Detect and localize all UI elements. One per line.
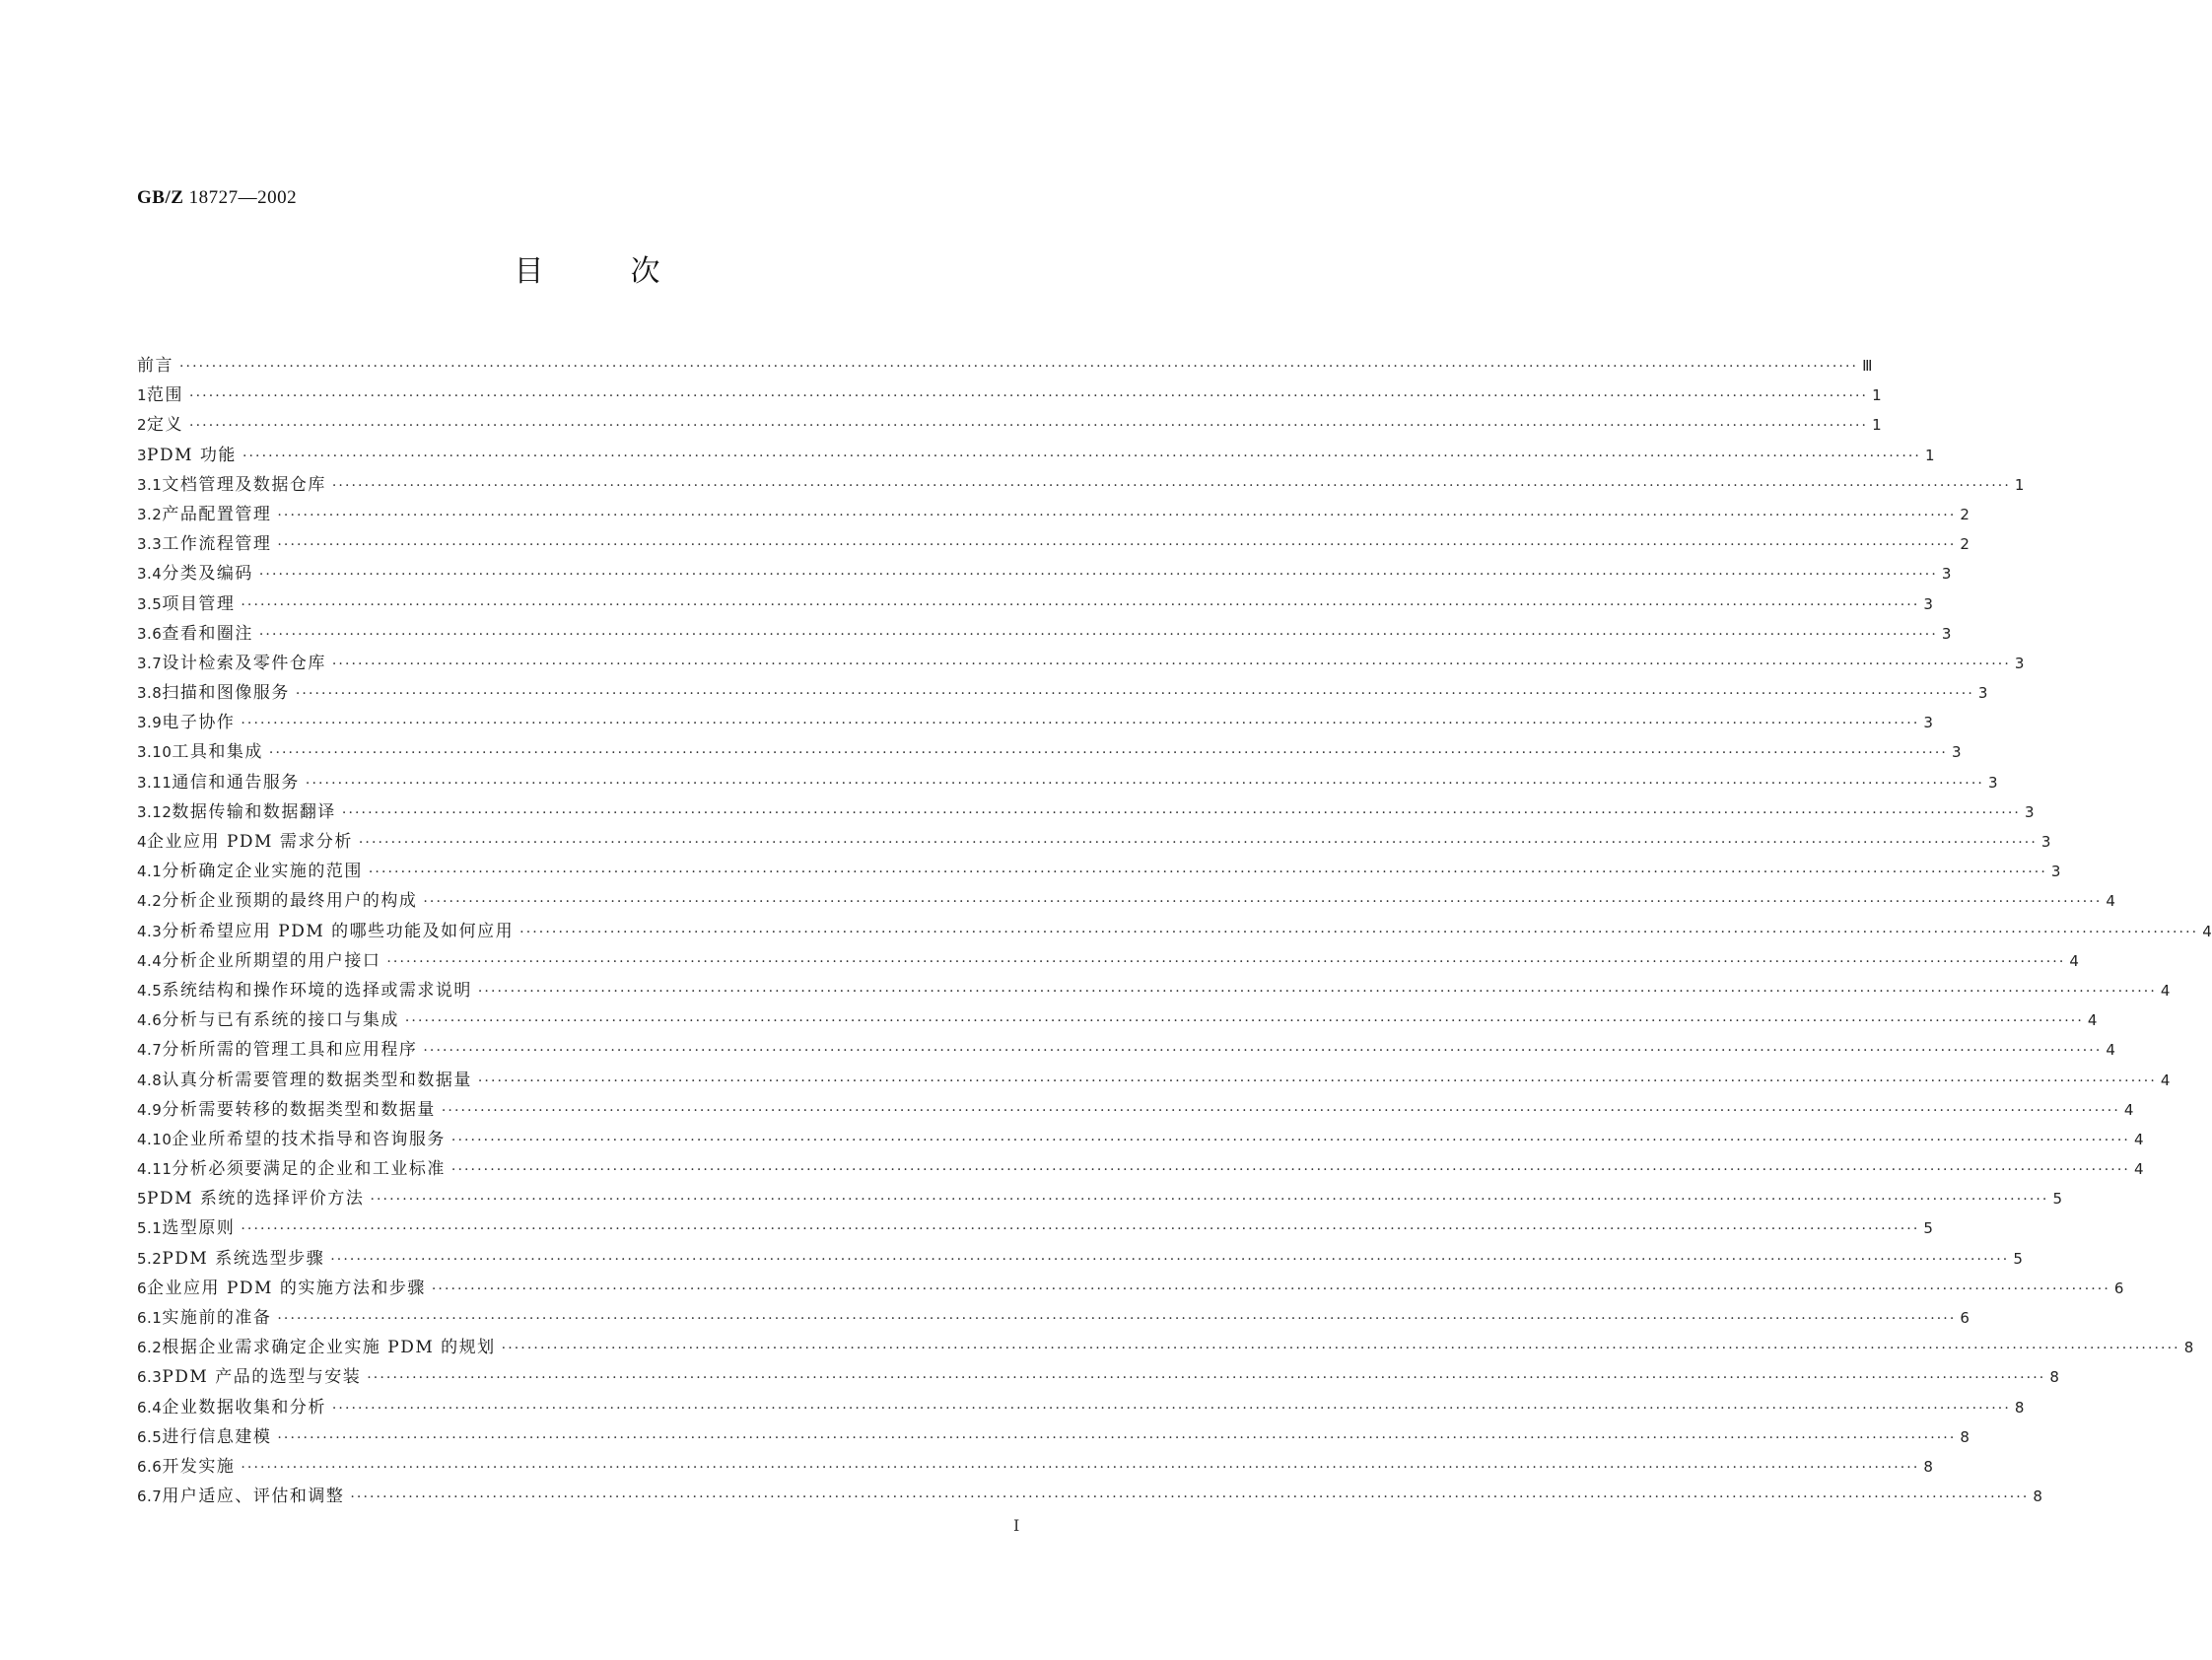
toc-dot-leader: ···································································································································································································································································· <box>242 448 1921 464</box>
toc-entry-number: 4.5 <box>137 981 163 1000</box>
toc-entry-label: 企业应用 PDM 的实施方法和步骤 <box>147 1278 426 1298</box>
toc-entry-number: 4.2 <box>137 892 163 911</box>
toc-dot-leader: ···································································································································································································································································· <box>477 983 2157 1000</box>
toc-dot-leader: ···································································································································································································································································· <box>358 835 2038 851</box>
toc-dot-leader: ···································································································································································································································································· <box>179 359 1859 375</box>
toc-entry-label: 项目管理 <box>162 593 236 614</box>
toc-entry[interactable] <box>137 737 1962 767</box>
toc-entry-label: 进行信息建模 <box>162 1426 272 1447</box>
toc-entry-page: 3 <box>1977 684 1988 703</box>
toc-dot-leader: ···································································································································································································································································· <box>258 626 1938 643</box>
toc-entry-page: 3 <box>2050 863 2061 881</box>
toc-entry-page: 3 <box>1923 714 1933 732</box>
toc-dot-leader: ···································································································································································································································································· <box>305 775 1984 792</box>
toc-dot-leader: ···································································································································································································································································· <box>330 1251 2010 1268</box>
toc-entry-number: 4.10 <box>137 1130 173 1148</box>
toc-entry-number: 3.2 <box>137 505 163 523</box>
toc-entry[interactable] <box>137 1154 2144 1184</box>
toc-entry-label: 分析企业预期的最终用户的构成 <box>162 891 418 912</box>
toc-entry-page: 4 <box>2069 951 2079 970</box>
toc-entry-page: 8 <box>2033 1487 2042 1506</box>
toc-entry[interactable] <box>137 1333 2194 1362</box>
toc-dot-leader: ···································································································································································································································································· <box>241 1459 1920 1476</box>
toc-dot-leader: ···································································································································································································································································· <box>189 388 1869 405</box>
toc-entry-page: 3 <box>1941 624 1952 643</box>
toc-entry[interactable] <box>137 827 2051 857</box>
document-code <box>137 187 297 209</box>
document-code-number: 18727—2002 <box>188 187 298 208</box>
toc-entry-number: 3.10 <box>137 743 173 762</box>
document-code-prefix: GB/Z <box>137 187 184 208</box>
toc-entry-label: 分析希望应用 PDM 的哪些功能及如何应用 <box>162 921 515 941</box>
toc-entry-number: 6.7 <box>137 1487 163 1506</box>
toc-entry[interactable] <box>137 1303 1970 1333</box>
table-of-contents <box>137 351 2212 1511</box>
toc-dot-leader: ···································································································································································································································································· <box>241 1221 1920 1238</box>
page-title: 目次 <box>514 254 747 289</box>
toc-dot-leader: ···································································································································································································································································· <box>277 537 1957 554</box>
toc-entry-page: 3 <box>2014 654 2025 672</box>
toc-entry-label: 分析企业所期望的用户接口 <box>162 950 381 971</box>
toc-entry-label: 选型原则 <box>162 1218 236 1239</box>
toc-entry-number: 6.3 <box>137 1368 163 1387</box>
toc-entry-page: 4 <box>2133 1130 2144 1148</box>
toc-entry-number: 3.1 <box>137 475 163 494</box>
toc-entry-label: 用户适应、评估和调整 <box>162 1487 345 1507</box>
toc-entry[interactable] <box>137 470 2025 500</box>
toc-dot-leader: ···································································································································································································································································· <box>423 894 2103 911</box>
toc-entry-page: 3 <box>1951 743 1962 762</box>
toc-dot-leader: ···································································································································································································································································· <box>386 953 2066 970</box>
toc-entry-label: 开发实施 <box>162 1456 236 1477</box>
toc-dot-leader: ···································································································································································································································································· <box>404 1013 2084 1030</box>
toc-entry[interactable] <box>137 1035 2115 1065</box>
toc-entry-label: 查看和圈注 <box>162 623 253 644</box>
toc-entry-page: 2 <box>1960 505 1970 523</box>
toc-dot-leader: ···································································································································································································································································· <box>331 1400 2011 1417</box>
toc-dot-leader: ···································································································································································································································································· <box>341 804 2021 821</box>
toc-entry-page: 8 <box>1960 1427 1970 1446</box>
toc-dot-leader: ···································································································································································································································································· <box>277 1311 1957 1327</box>
toc-entry-page: 5 <box>1923 1219 1933 1238</box>
toc-entry-label: 文档管理及数据仓库 <box>162 474 326 495</box>
toc-entry-page: 3 <box>1987 773 1998 792</box>
toc-entry-number: 3.8 <box>137 684 163 703</box>
toc-entry-number: 5.2 <box>137 1249 163 1268</box>
toc-entry-page: 4 <box>2106 892 2115 911</box>
toc-entry-page: Ⅲ <box>1862 357 1873 375</box>
toc-entry[interactable] <box>137 589 1933 619</box>
toc-entry-label: 分析所需的管理工具和应用程序 <box>162 1040 418 1061</box>
toc-entry-page: 1 <box>1872 386 1882 405</box>
toc-dot-leader: ···································································································································································································································································· <box>477 1072 2157 1089</box>
toc-entry-label: 数据传输和数据翻译 <box>172 801 336 822</box>
toc-entry-number: 3.5 <box>137 594 163 613</box>
toc-entry[interactable] <box>137 1184 2063 1213</box>
toc-entry[interactable] <box>137 1125 2144 1154</box>
toc-entry-number: 3 <box>137 446 148 464</box>
toc-entry-page: 4 <box>2123 1100 2134 1119</box>
toc-entry[interactable] <box>137 1095 2134 1125</box>
toc-entry-page: 2 <box>1960 535 1970 554</box>
toc-entry-label: 分类及编码 <box>162 564 253 585</box>
toc-entry-page: 8 <box>2014 1398 2025 1417</box>
toc-entry[interactable] <box>137 1066 2171 1095</box>
toc-entry-label: 企业数据收集和分析 <box>162 1397 326 1418</box>
toc-entry-number: 6 <box>137 1279 148 1297</box>
toc-dot-leader: ···································································································································································································································································· <box>241 716 1920 732</box>
toc-dot-leader: ···································································································································································································································································· <box>519 924 2199 940</box>
toc-entry[interactable] <box>137 976 2171 1005</box>
toc-entry-page: 6 <box>2113 1279 2124 1297</box>
toc-entry-page: 5 <box>2052 1190 2063 1209</box>
toc-entry-page: 6 <box>1960 1309 1970 1327</box>
toc-dot-leader: ···································································································································································································································································· <box>268 745 1948 762</box>
toc-dot-leader: ···································································································································································································································································· <box>441 1102 2120 1119</box>
toc-entry-label: 设计检索及零件仓库 <box>162 653 326 673</box>
toc-entry-number: 5 <box>137 1190 148 1209</box>
toc-entry[interactable] <box>137 678 1988 708</box>
toc-dot-leader: ···································································································································································································································································· <box>368 865 2047 881</box>
toc-entry-number: 4.7 <box>137 1041 163 1060</box>
toc-entry-label: 分析必须要满足的企业和工业标准 <box>172 1159 446 1180</box>
toc-entry[interactable] <box>137 1005 2098 1035</box>
toc-entry-label: 定义 <box>147 415 184 436</box>
toc-dot-leader: ···································································································································································································································································· <box>277 507 1957 523</box>
toc-entry-number: 3.4 <box>137 565 163 584</box>
toc-entry-label: 分析确定企业实施的范围 <box>162 862 363 882</box>
toc-entry[interactable] <box>137 1422 1970 1452</box>
toc-entry-number: 3.11 <box>137 773 173 792</box>
toc-entry[interactable] <box>137 1274 2124 1303</box>
toc-entry[interactable] <box>137 619 1952 649</box>
toc-entry-number: 3.12 <box>137 802 173 821</box>
toc-dot-leader: ···································································································································································································································································· <box>350 1489 2030 1506</box>
toc-entry-page: 4 <box>2106 1041 2115 1060</box>
toc-dot-leader: ···································································································································································································································································· <box>241 596 1920 613</box>
toc-entry-page: 3 <box>1923 594 1933 613</box>
toc-entry[interactable] <box>137 708 1933 737</box>
toc-entry[interactable] <box>137 410 1882 440</box>
toc-entry[interactable] <box>137 559 1952 588</box>
toc-entry-page: 4 <box>2202 922 2212 940</box>
toc-entry-page: 8 <box>2183 1339 2194 1357</box>
toc-entry-label: PDM 系统选型步骤 <box>162 1248 325 1269</box>
toc-dot-leader: ···································································································································································································································································· <box>431 1280 2110 1297</box>
toc-entry[interactable] <box>137 649 2025 678</box>
toc-entry-label: 扫描和图像服务 <box>162 683 290 704</box>
toc-entry[interactable] <box>137 529 1970 559</box>
toc-entry[interactable] <box>137 797 2035 827</box>
toc-entry-number: 1 <box>137 386 148 405</box>
toc-entry-number: 3.7 <box>137 654 163 672</box>
toc-entry-label: 电子协作 <box>162 713 236 733</box>
toc-entry-page: 1 <box>2014 475 2025 494</box>
toc-entry-label: 认真分析需要管理的数据类型和数据量 <box>162 1070 472 1090</box>
toc-entry[interactable] <box>137 1362 2059 1392</box>
toc-entry-number: 3.9 <box>137 714 163 732</box>
toc-entry-page: 4 <box>2160 1071 2171 1089</box>
toc-entry-number: 6.6 <box>137 1457 163 1476</box>
toc-entry-page: 1 <box>1872 416 1882 435</box>
toc-entry-number: 4.6 <box>137 1011 163 1030</box>
toc-entry-number: 3.3 <box>137 535 163 554</box>
toc-entry-number: 6.2 <box>137 1339 163 1357</box>
toc-entry-label: 实施前的准备 <box>162 1308 272 1328</box>
toc-entry-number: 6.5 <box>137 1427 163 1446</box>
toc-entry-label: 工具和集成 <box>172 742 263 763</box>
toc-entry[interactable] <box>137 946 2079 976</box>
toc-entry-number: 4.9 <box>137 1100 163 1119</box>
toc-entry-number: 2 <box>137 416 148 435</box>
toc-entry-number: 4 <box>137 833 148 851</box>
toc-dot-leader: ···································································································································································································································································· <box>258 567 1938 584</box>
toc-dot-leader: ···································································································································································································································································· <box>501 1341 2180 1357</box>
toc-entry[interactable] <box>137 1393 2025 1422</box>
toc-dot-leader: ···································································································································································································································································· <box>423 1043 2103 1060</box>
toc-entry-label: 根据企业需求确定企业实施 PDM 的规划 <box>162 1338 496 1358</box>
toc-entry-number: 4.4 <box>137 951 163 970</box>
toc-entry[interactable] <box>137 917 2212 946</box>
toc-entry-page: 3 <box>2024 802 2035 821</box>
toc-entry[interactable] <box>137 380 1882 410</box>
toc-entry[interactable] <box>137 441 1935 470</box>
toc-entry-page: 5 <box>2013 1249 2023 1268</box>
toc-entry-page: 4 <box>2160 981 2171 1000</box>
toc-entry-page: 4 <box>2133 1160 2144 1179</box>
toc-entry[interactable] <box>137 500 1970 529</box>
toc-entry-number: 4.8 <box>137 1071 163 1089</box>
toc-entry-label: 企业应用 PDM 需求分析 <box>147 832 353 852</box>
toc-entry-number: 5.1 <box>137 1219 163 1238</box>
toc-dot-leader: ···································································································································································································································································· <box>277 1429 1957 1446</box>
toc-entry-label: 前言 <box>137 356 173 376</box>
toc-dot-leader: ···································································································································································································································································· <box>450 1162 2130 1179</box>
toc-entry-label: 工作流程管理 <box>162 534 272 555</box>
toc-dot-leader: ···································································································································································································································································· <box>367 1370 2046 1387</box>
toc-dot-leader: ···································································································································································································································································· <box>189 418 1869 435</box>
toc-entry-page: 1 <box>1925 446 1935 464</box>
toc-dot-leader: ···································································································································································································································································· <box>295 686 1974 703</box>
toc-entry-page: 8 <box>1923 1457 1933 1476</box>
toc-entry-label: PDM 产品的选型与安装 <box>162 1367 362 1388</box>
toc-entry[interactable] <box>137 768 1998 797</box>
toc-entry-label: 系统结构和操作环境的选择或需求说明 <box>162 980 472 1001</box>
toc-entry-number: 4.11 <box>137 1160 173 1179</box>
toc-entry[interactable] <box>137 1213 1933 1243</box>
footer-page-number: Ⅰ <box>1013 1516 1020 1535</box>
toc-entry-number: 6.1 <box>137 1309 163 1327</box>
toc-entry-label: PDM 系统的选择评价方法 <box>147 1189 365 1210</box>
toc-dot-leader: ···································································································································································································································································· <box>370 1192 2049 1209</box>
toc-entry-page: 3 <box>1941 565 1952 584</box>
toc-entry-page: 8 <box>2049 1368 2059 1387</box>
toc-dot-leader: ···································································································································································································································································· <box>450 1132 2130 1148</box>
toc-entry-label: 范围 <box>147 385 184 406</box>
toc-entry[interactable] <box>137 1452 1933 1482</box>
toc-entry-label: 分析需要转移的数据类型和数据量 <box>162 1099 436 1120</box>
toc-entry[interactable] <box>137 886 2115 916</box>
toc-entry-number: 4.1 <box>137 863 163 881</box>
toc-entry-label: 分析与已有系统的接口与集成 <box>162 1010 399 1031</box>
toc-entry-number: 3.6 <box>137 624 163 643</box>
toc-entry-label: PDM 功能 <box>147 445 237 465</box>
toc-entry-number: 6.4 <box>137 1398 163 1417</box>
toc-entry-label: 产品配置管理 <box>162 504 272 524</box>
toc-entry-page: 4 <box>2087 1011 2098 1030</box>
toc-entry[interactable] <box>137 351 1873 380</box>
toc-dot-leader: ···································································································································································································································································· <box>331 477 2011 494</box>
toc-entry-label: 通信和通告服务 <box>172 772 300 793</box>
toc-entry[interactable] <box>137 1482 2042 1511</box>
toc-entry-page: 3 <box>2040 833 2051 851</box>
toc-entry-label: 企业所希望的技术指导和咨询服务 <box>172 1129 446 1149</box>
toc-entry[interactable] <box>137 1244 2023 1274</box>
toc-dot-leader: ···································································································································································································································································· <box>331 656 2011 672</box>
toc-entry[interactable] <box>137 857 2061 886</box>
toc-entry-number: 4.3 <box>137 922 163 940</box>
